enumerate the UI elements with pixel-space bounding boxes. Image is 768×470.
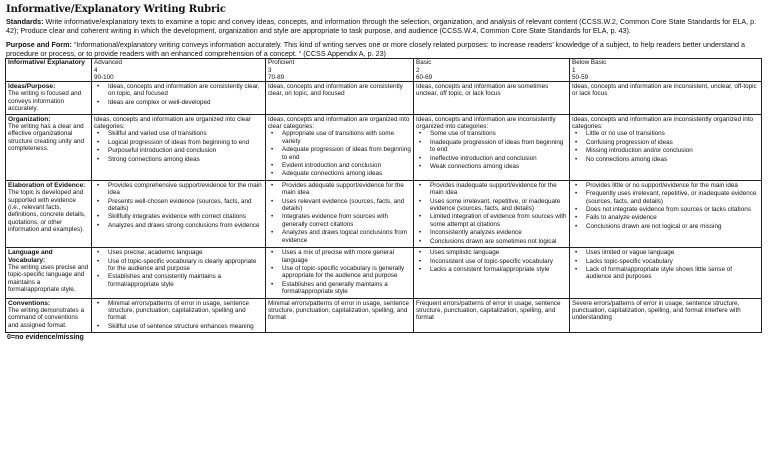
descriptor-item: • Confusing progression of ideas xyxy=(586,139,759,146)
descriptor-intro: Ideas, concepts and information are organized into clear categories: xyxy=(268,115,410,131)
descriptor-cell xyxy=(266,298,414,333)
criterion-description: The writing has a clear and effective organizational structure creating unity and completeness. xyxy=(8,123,84,153)
criterion-title: Language and Vocabulary: xyxy=(8,249,53,264)
descriptor-item: • Minimal errors/patterns of error in usage, sentence structure, punctuation, capitalization, spelling and format xyxy=(108,300,263,322)
descriptor-item: • Uses some irrelevant, repetitive, or inadequate evidence (sources, facts, and details) xyxy=(430,198,567,213)
descriptor-list xyxy=(268,182,411,244)
descriptor-list xyxy=(94,300,263,331)
standards-paragraph xyxy=(6,18,764,35)
descriptor-cell xyxy=(414,298,570,333)
level-score: 2 xyxy=(416,66,420,74)
level-name: Basic xyxy=(416,59,432,67)
descriptor-item: • Adequate progression of ideas from beginning to end xyxy=(282,146,411,161)
descriptor-list xyxy=(94,130,263,163)
descriptor-list xyxy=(94,182,263,229)
descriptor-item: • Analyzes and draws strong conclusions from evidence xyxy=(108,222,263,229)
descriptor-item: • Uses relevant evidence (sources, facts, and details) xyxy=(282,198,411,213)
descriptor-item: • Ideas, concepts and information are consistently clear, on topic, and focused xyxy=(108,83,263,98)
descriptor-intro: Frequent errors/patterns of error in usage, sentence structure, punctuation, capitalization, spelling, and format xyxy=(416,299,561,322)
descriptor-list xyxy=(572,130,759,163)
descriptor-item: • Does not integrate evidence from sources or lacks citations xyxy=(586,206,759,213)
criterion-description: The topic is developed and supported with evidence (i.e., relevant facts, definitions, concrete details, quotations, or other information and examples). xyxy=(8,189,86,234)
level-range: 50-59 xyxy=(572,73,589,81)
descriptor-intro: Severe errors/patterns of error in usage, sentence structure, punctuation, capitalization, spelling, and format interfere with understanding xyxy=(572,299,741,322)
descriptor-item: • Provides comprehensive support/evidence for the main idea xyxy=(108,182,263,197)
level-name: Below Basic xyxy=(572,59,607,67)
descriptor-list xyxy=(94,83,263,106)
descriptor-cell xyxy=(266,248,414,298)
descriptor-list xyxy=(572,182,759,230)
descriptor-cell xyxy=(266,180,414,247)
descriptor-item: • Strong connections among ideas xyxy=(108,156,263,163)
criterion-row xyxy=(6,81,762,114)
descriptor-item: • Establishes and consistently maintains a formal/appropriate style xyxy=(108,273,263,288)
descriptor-item: • Provides adequate support/evidence for the main idea xyxy=(282,182,411,197)
descriptor-item: • Skillfully integrates evidence with correct citations xyxy=(108,213,263,220)
criterion-row xyxy=(6,298,762,333)
descriptor-item: • Presents well-chosen evidence (sources, facts, and details) xyxy=(108,198,263,213)
descriptor-item: • Missing introduction and/or conclusion xyxy=(586,147,759,154)
criterion-description: The writing uses precise and topic-specific language and maintains a formal/appropriate style. xyxy=(8,263,89,294)
descriptor-list xyxy=(416,182,567,245)
descriptor-cell xyxy=(266,114,414,180)
descriptor-item: • Use of topic-specific vocabulary is clearly appropriate for the audience and purpose xyxy=(108,258,263,273)
descriptor-cell xyxy=(92,248,266,298)
descriptor-item: • Limited integration of evidence from sources with some attempt at citations xyxy=(430,213,567,228)
descriptor-intro: Ideas, concepts and information are inconsistently organized into categories: xyxy=(416,115,556,131)
level-score: 1 xyxy=(572,66,576,74)
descriptor-item: • Uses precise, academic language xyxy=(108,249,263,256)
descriptor-item: • Conclusions drawn are not logical or are missing xyxy=(586,223,759,230)
criterion-row xyxy=(6,114,762,180)
purpose-paragraph xyxy=(6,41,764,58)
descriptor-item: • Ineffective introduction and conclusion xyxy=(430,155,567,162)
descriptor-item: • Inadequate progression of ideas from beginning to end xyxy=(430,139,567,154)
descriptor-item: • Lack of formal/appropriate style shows little sense of audience and purposes xyxy=(586,266,759,281)
corner-cell xyxy=(6,59,92,82)
rubric-page xyxy=(4,4,764,341)
criterion-cell xyxy=(6,298,92,333)
descriptor-item: • Adequate connections among ideas xyxy=(282,170,411,177)
purpose-label: Purpose and Form: xyxy=(6,40,72,50)
header-row xyxy=(6,59,762,82)
descriptor-item: • Little or no use of transitions xyxy=(586,130,759,137)
purpose-text: “Informational/explanatory writing conveys information accurately. This kind of writing serves one or more closely related purposes: to increase readers’ knowledge of a subject, to help readers better understand a procedure or process, or to provide readers with an enhanced comprehension of a concept. “ (CCSS Appendix A, p. 23) xyxy=(6,40,745,58)
criterion-title: Elaboration of Evidence: xyxy=(8,181,86,189)
descriptor-cell xyxy=(414,114,570,180)
descriptor-cell xyxy=(570,114,762,180)
level-header-3 xyxy=(570,59,762,82)
descriptor-list xyxy=(416,130,567,170)
descriptor-cell xyxy=(414,248,570,298)
descriptor-intro: Ideas, concepts and information are sometimes unclear, off topic, or lack focus xyxy=(416,82,549,98)
criterion-cell xyxy=(6,114,92,180)
descriptor-cell xyxy=(570,81,762,114)
level-range: 90-100 xyxy=(94,73,114,81)
level-header-0 xyxy=(92,59,266,82)
descriptor-item: • Conclusions drawn are sometimes not logical xyxy=(430,238,567,245)
descriptor-item: • Inconsistent use of topic-specific vocabulary xyxy=(430,258,567,265)
descriptor-intro: Ideas, concepts and information are inconsistent, unclear, off-topic or lack focus xyxy=(572,82,757,98)
descriptor-list xyxy=(268,130,411,177)
descriptor-item: • No connections among ideas xyxy=(586,156,759,163)
criterion-row xyxy=(6,248,762,298)
descriptor-item: • Purposeful introduction and conclusion xyxy=(108,147,263,154)
level-range: 70-89 xyxy=(268,73,285,81)
level-score: 4 xyxy=(94,66,98,74)
descriptor-item: • Use of topic-specific vocabulary is generally appropriate for the audience and purpose xyxy=(282,265,411,280)
level-header-2 xyxy=(414,59,570,82)
descriptor-item: • Uses simplistic language xyxy=(430,249,567,256)
descriptor-item: • Provides inadequate support/evidence for the main idea xyxy=(430,182,567,197)
descriptor-list xyxy=(572,249,759,281)
descriptor-intro: Ideas, concepts and information are organized into clear categories: xyxy=(94,115,251,131)
criterion-cell xyxy=(6,180,92,247)
criterion-title: Organization: xyxy=(8,115,51,123)
descriptor-item: • Logical progression of ideas from beginning to end xyxy=(108,139,263,146)
criterion-title: Ideas/Purpose: xyxy=(8,82,56,90)
descriptor-item: • Ideas are complex or well-developed xyxy=(108,99,263,106)
level-header-1 xyxy=(266,59,414,82)
descriptor-item: • Uses a mix of precise with more general language xyxy=(282,249,411,264)
descriptor-list xyxy=(268,249,411,295)
descriptor-item: • Fails to analyze evidence xyxy=(586,214,759,221)
level-name: Proficient xyxy=(268,59,295,67)
criterion-cell xyxy=(6,81,92,114)
descriptor-item: • Lacks topic-specific vocabulary xyxy=(586,258,759,265)
descriptor-cell xyxy=(570,180,762,247)
descriptor-item: • Some use of transitions xyxy=(430,130,567,137)
criterion-title: Conventions: xyxy=(8,299,51,307)
level-name: Advanced xyxy=(94,59,123,67)
descriptor-intro: Ideas, concepts and information are consistently clear, on topic, and focused xyxy=(268,82,403,98)
descriptor-item: • Appropriate use of transitions with some variety xyxy=(282,130,411,145)
descriptor-item: • Analyzes and draws logical conclusions from evidence xyxy=(282,229,411,244)
corner-label: Informative/ Explanatory xyxy=(8,59,85,67)
descriptor-item: • Uses limited or vague language xyxy=(586,249,759,256)
criterion-row xyxy=(6,180,762,247)
descriptor-intro: Minimal errors/patterns of error in usage, sentence structure, punctuation, capitalization, spelling, and format xyxy=(268,299,410,322)
descriptor-item: • Weak connections among ideas xyxy=(430,163,567,170)
criterion-description: The writing is focused and conveys information accurately. xyxy=(8,90,82,113)
descriptor-cell xyxy=(266,81,414,114)
criterion-description: The writing demonstrates a command of conventions and assigned format. xyxy=(8,306,84,329)
rubric-table xyxy=(5,58,762,333)
level-range: 60-69 xyxy=(416,73,433,81)
page-title: Informative/Explanatory Writing Rubric xyxy=(6,4,226,15)
descriptor-item: • Skillful use of sentence structure enhances meaning xyxy=(108,323,263,330)
descriptor-list xyxy=(416,249,567,273)
descriptor-cell xyxy=(570,298,762,333)
descriptor-item: • Integrates evidence from sources with generally correct citations xyxy=(282,213,411,228)
descriptor-item: • Provides little or no support/evidence for the main idea xyxy=(586,182,759,189)
descriptor-intro: Ideas, concepts and information are inconsistently organized into categories: xyxy=(572,115,753,131)
descriptor-cell xyxy=(92,81,266,114)
criterion-cell xyxy=(6,248,92,298)
footnote: 0=no evidence/missing xyxy=(7,334,84,342)
descriptor-cell xyxy=(92,114,266,180)
descriptor-list xyxy=(94,249,263,288)
descriptor-item: • Lacks a consistent formal/appropriate style xyxy=(430,266,567,273)
descriptor-cell xyxy=(92,298,266,333)
descriptor-cell xyxy=(414,180,570,247)
descriptor-cell xyxy=(92,180,266,247)
descriptor-item: • Frequently uses irrelevant, repetitive, or inadequate evidence (sources, facts, and details) xyxy=(586,190,759,205)
descriptor-item: • Establishes and generally maintains a formal/appropriate style xyxy=(282,281,411,296)
descriptor-item: • Inconsistently analyzes evidence xyxy=(430,229,567,236)
standards-label: Standards: xyxy=(6,17,44,26)
descriptor-cell xyxy=(570,248,762,298)
level-score: 3 xyxy=(268,66,272,74)
standards-text: Write informative/explanatory texts to examine a topic and convey ideas, concepts, and information through the selection, organization, and analysis of relevant content (CCSS.W.2, Common Core State Standards for ELA, p. 42); Produce clear and coherent writing in which the development, organization and style are appropriate to task purpose, and audience (CCSS.W.4, Common Core State Standards for ELA, p. 43). xyxy=(6,17,757,35)
descriptor-item: • Evident introduction and conclusion xyxy=(282,162,411,169)
descriptor-cell xyxy=(414,81,570,114)
descriptor-item: • Skillful and varied use of transitions xyxy=(108,130,263,137)
